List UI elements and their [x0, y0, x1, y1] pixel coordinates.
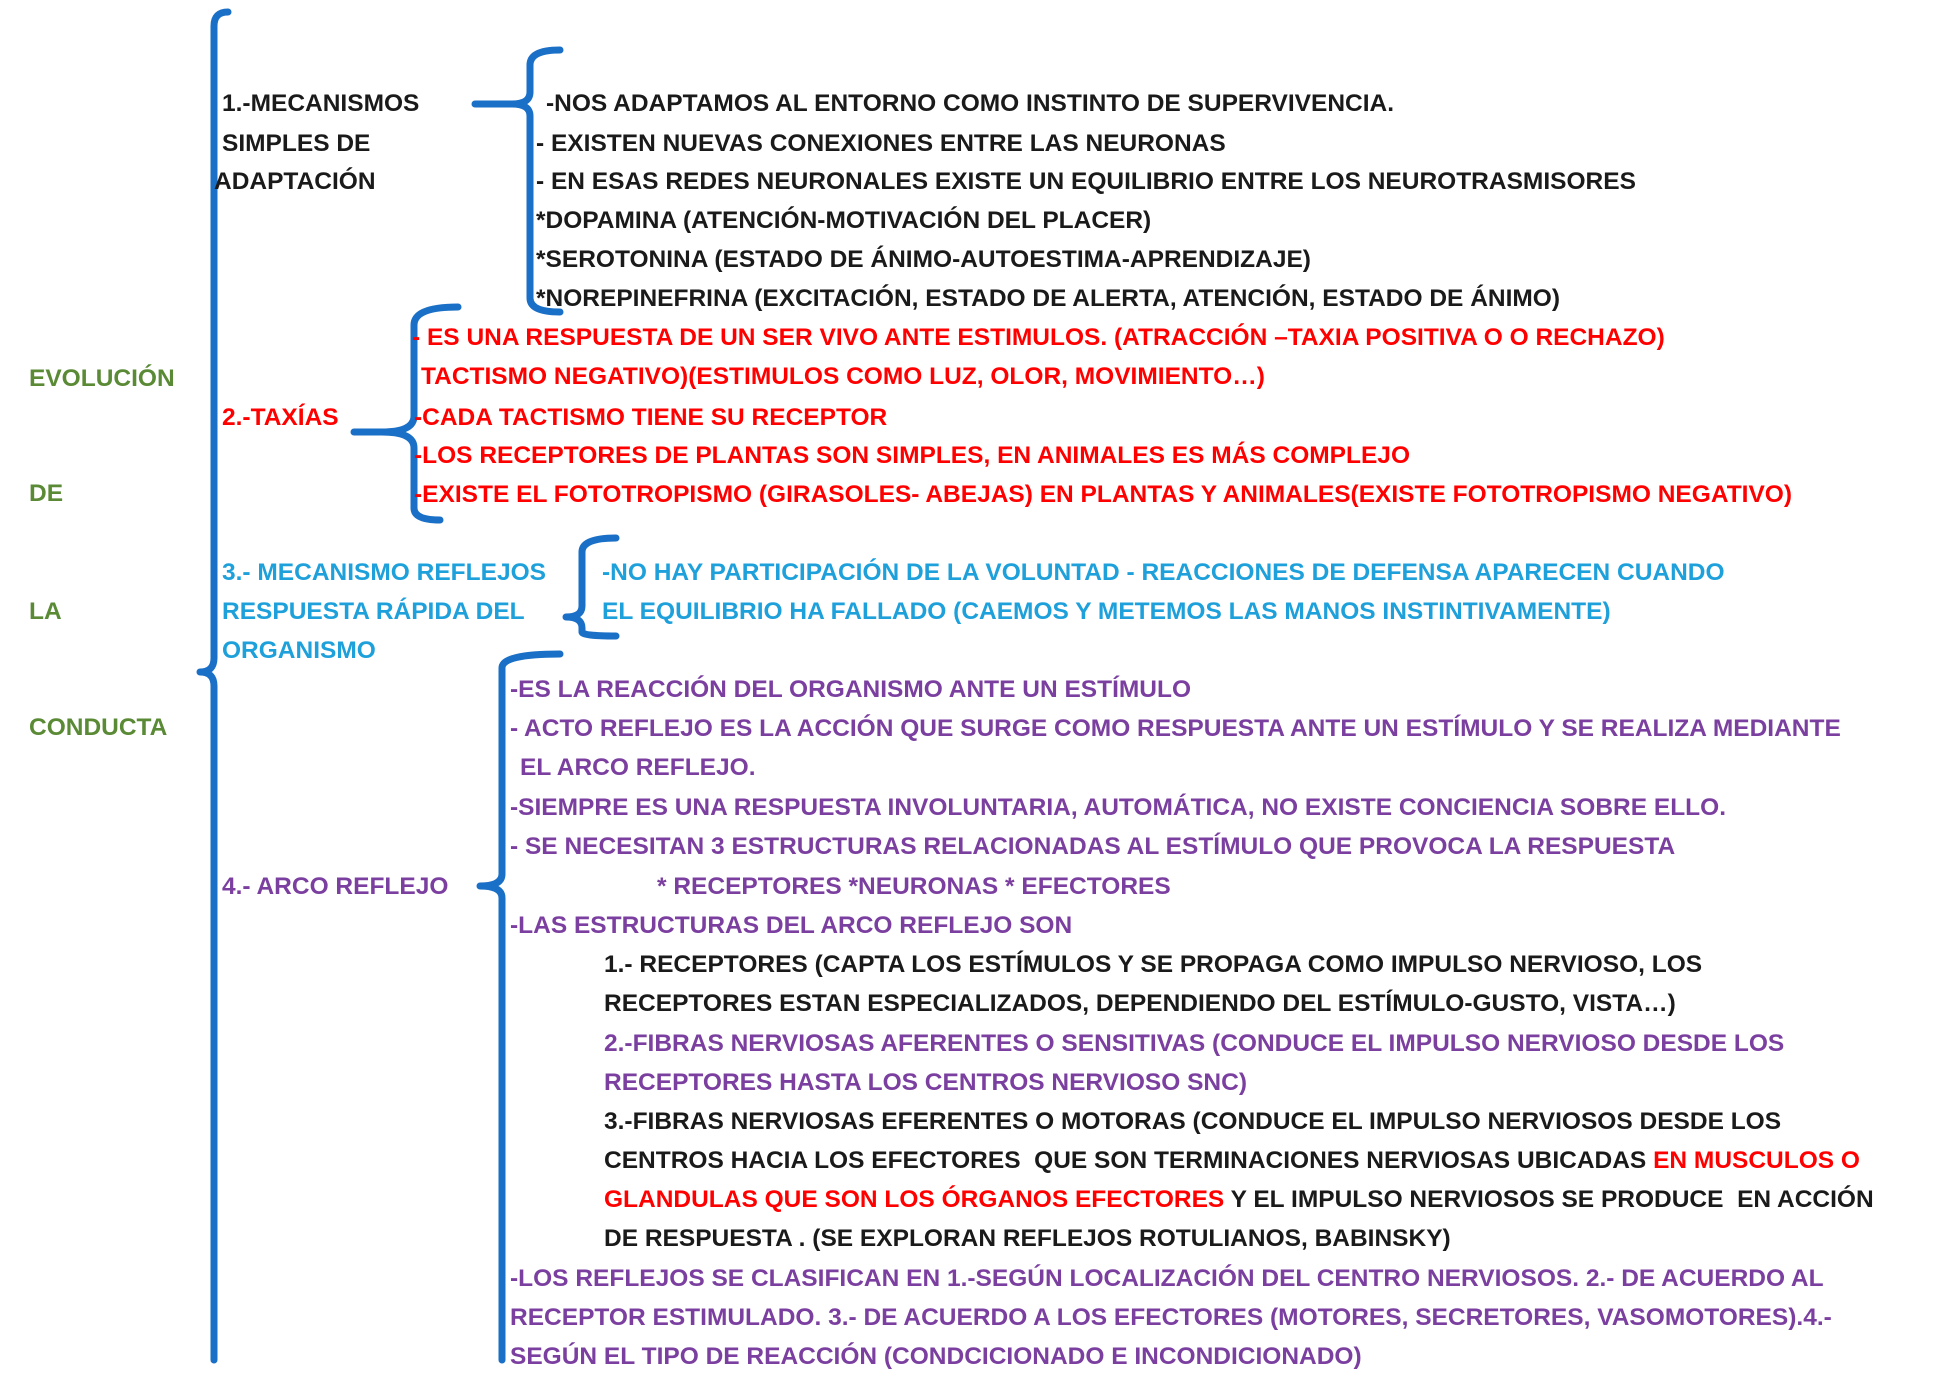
eferentes-text: CENTROS HACIA LOS EFECTORES QUE SON TERMINACIONES NERVIOSAS UBICADAS	[604, 1147, 1654, 1174]
root-word-evolucion: EVOLUCIÓN	[29, 365, 175, 392]
section-2-item: -LOS RECEPTORES DE PLANTAS SON SIMPLES, EN ANIMALES ES MÁS COMPLEJO	[414, 442, 1410, 469]
classification-line: RECEPTOR ESTIMULADO. 3.- DE ACUERDO A LOS EFECTORES (MOTORES, SECRETORES, VASOMOTORES).4.-	[510, 1304, 1832, 1331]
structure-receptores-line: 1.- RECEPTORES (CAPTA LOS ESTÍMULOS Y SE PROPAGA COMO IMPULSO NERVIOSO, LOS	[604, 951, 1703, 978]
section-1-item: -NOS ADAPTAMOS AL ENTORNO COMO INSTINTO DE SUPERVIVENCIA.	[546, 90, 1395, 117]
section-4-item: -ES LA REACCIÓN DEL ORGANISMO ANTE UN ESTÍMULO	[510, 676, 1192, 703]
section-1-item: *NOREPINEFRINA (EXCITACIÓN, ESTADO DE ALERTA, ATENCIÓN, ESTADO DE ÁNIMO)	[536, 285, 1561, 312]
section-2-item: -CADA TACTISMO TIENE SU RECEPTOR	[414, 404, 888, 431]
root-word-conducta: CONDUCTA	[29, 714, 168, 741]
section-1-item: - EXISTEN NUEVAS CONEXIONES ENTRE LAS NEURONAS	[536, 130, 1226, 157]
structure-eferentes-line	[604, 1180, 1874, 1219]
structure-receptores-line: RECEPTORES ESTAN ESPECIALIZADOS, DEPENDIENDO DEL ESTÍMULO-GUSTO, VISTA…)	[604, 990, 1676, 1017]
section-2-item: TACTISMO NEGATIVO)(ESTIMULOS COMO LUZ, OLOR, MOVIMIENTO…)	[421, 363, 1265, 390]
classification-line: SEGÚN EL TIPO DE REACCIÓN (CONDCICIONADO E INCONDICIONADO)	[510, 1343, 1362, 1370]
section-3-title-line-2: RESPUESTA RÁPIDA DEL	[222, 598, 525, 625]
section-1-item: *SEROTONINA (ESTADO DE ÁNIMO-AUTOESTIMA-APRENDIZAJE)	[536, 246, 1311, 273]
section-2-item: - ES UNA RESPUESTA DE UN SER VIVO ANTE ESTIMULOS. (ATRACCIÓN –TAXIA POSITIVA O O RECHAZO)	[412, 324, 1665, 351]
section-1-item: - EN ESAS REDES NEURONALES EXISTE UN EQUILIBRIO ENTRE LOS NEUROTRASMISORES	[536, 168, 1636, 195]
classification-line: -LOS REFLEJOS SE CLASIFICAN EN 1.-SEGÚN LOCALIZACIÓN DEL CENTRO NERVIOSOS. 2.- DE ACUERDO AL	[510, 1265, 1824, 1292]
structure-aferentes-line: 2.-FIBRAS NERVIOSAS AFERENTES O SENSITIVAS (CONDUCE EL IMPULSO NERVIOSO DESDE LOS	[604, 1030, 1785, 1057]
section-4-item: EL ARCO REFLEJO.	[520, 754, 756, 781]
structure-eferentes-line: 3.-FIBRAS NERVIOSAS EFERENTES O MOTORAS (CONDUCE EL IMPULSO NERVIOSOS DESDE LOS	[604, 1108, 1782, 1135]
section-4-title: 4.- ARCO REFLEJO	[222, 873, 449, 900]
eferentes-text: Y EL IMPULSO NERVIOSOS SE PRODUCE EN ACCIÓN	[1224, 1186, 1874, 1213]
section-3-title-line-3: ORGANISMO	[222, 637, 376, 664]
section-4-item: - ACTO REFLEJO ES LA ACCIÓN QUE SURGE COMO RESPUESTA ANTE UN ESTÍMULO Y SE REALIZA MEDIANTE	[510, 715, 1841, 742]
section-1-title-line-3: ADAPTACIÓN	[214, 168, 376, 195]
section-4-item: -LAS ESTRUCTURAS DEL ARCO REFLEJO SON	[510, 912, 1073, 939]
section-3-item: -NO HAY PARTICIPACIÓN DE LA VOLUNTAD - REACCIONES DE DEFENSA APARECEN CUANDO	[602, 559, 1725, 586]
section-3-title-line-1: 3.- MECANISMO REFLEJOS	[222, 559, 546, 586]
structure-eferentes-line: DE RESPUESTA . (SE EXPLORAN REFLEJOS ROTULIANOS, BABINSKY)	[604, 1225, 1451, 1252]
section-2-title: 2.-TAXÍAS	[222, 404, 339, 431]
section-4-item: * RECEPTORES *NEURONAS * EFECTORES	[657, 873, 1171, 900]
structure-aferentes-line: RECEPTORES HASTA LOS CENTROS NERVIOSO SNC)	[604, 1069, 1247, 1096]
section-1-title-line-2: SIMPLES DE	[222, 130, 371, 157]
section-1-title-line-1: 1.-MECANISMOS	[222, 90, 420, 117]
section-2-item: -EXISTE EL FOTOTROPISMO (GIRASOLES- ABEJAS) EN PLANTAS Y ANIMALES(EXISTE FOTOTROPISMO NEGATIVO)	[414, 481, 1793, 508]
section-4-item: - SE NECESITAN 3 ESTRUCTURAS RELACIONADAS AL ESTÍMULO QUE PROVOCA LA RESPUESTA	[510, 833, 1676, 860]
structure-eferentes-line	[604, 1141, 1860, 1180]
root-word-la: LA	[29, 598, 62, 625]
section-3-item: EL EQUILIBRIO HA FALLADO (CAEMOS Y METEMOS LAS MANOS INSTINTIVAMENTE)	[602, 598, 1611, 625]
eferentes-highlight: GLANDULAS QUE SON LOS ÓRGANOS EFECTORES	[604, 1186, 1225, 1213]
section-1-item: *DOPAMINA (ATENCIÓN-MOTIVACIÓN DEL PLACER)	[536, 207, 1152, 234]
eferentes-highlight: EN MUSCULOS O	[1653, 1147, 1860, 1174]
main-brace	[200, 12, 228, 1360]
section-4-item: -SIEMPRE ES UNA RESPUESTA INVOLUNTARIA, AUTOMÁTICA, NO EXISTE CONCIENCIA SOBRE ELLO.	[510, 794, 1727, 821]
root-word-de: DE	[29, 480, 64, 507]
